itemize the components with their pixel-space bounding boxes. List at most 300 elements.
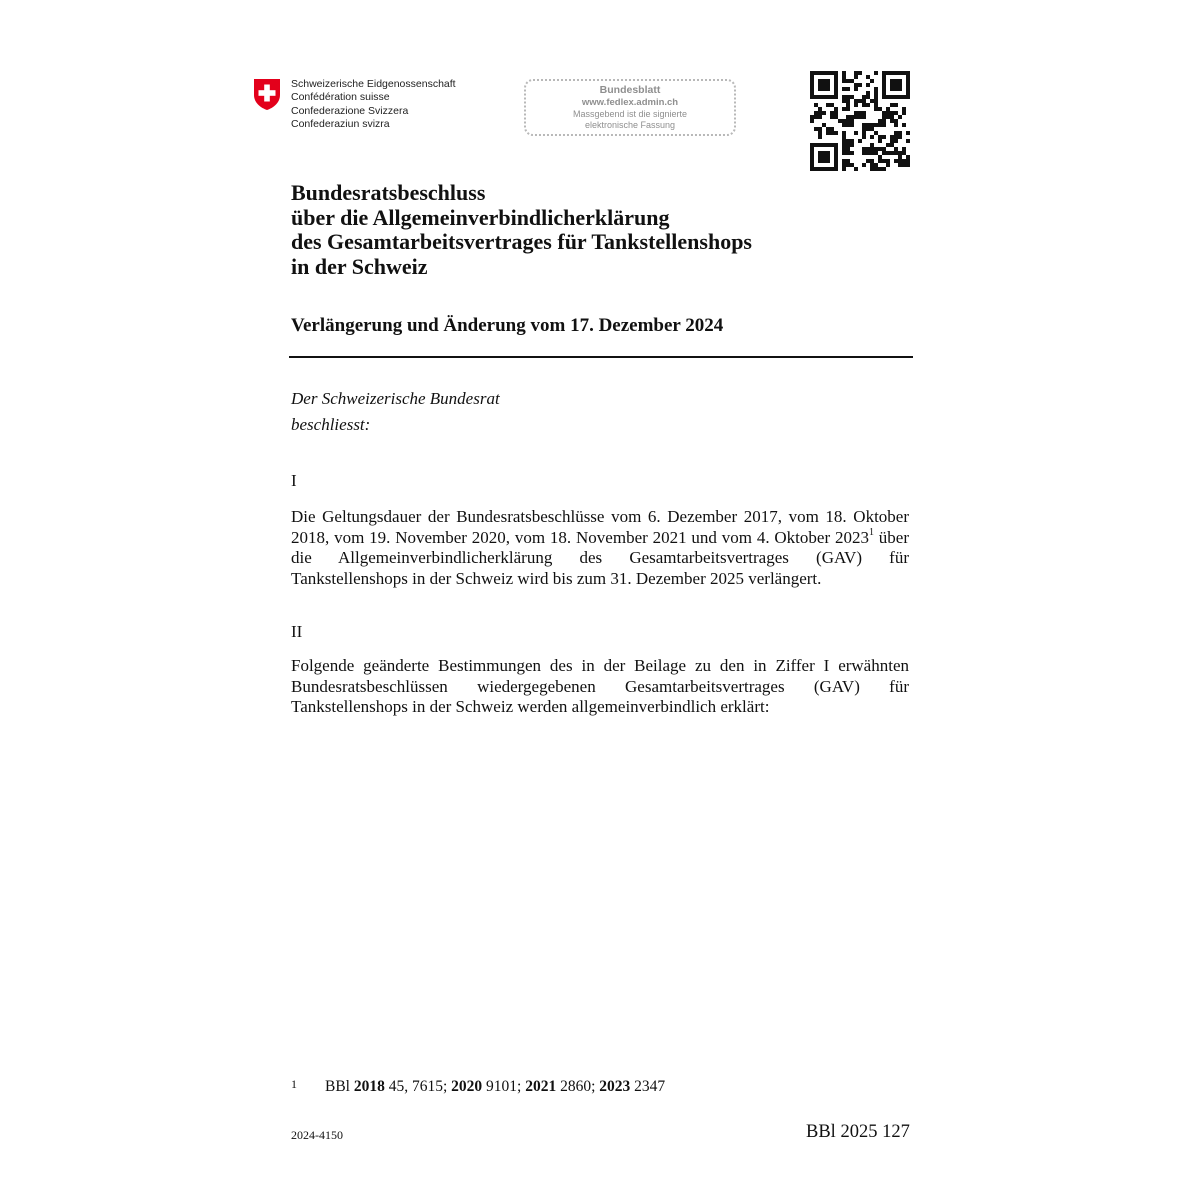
title-line-3: des Gesamtarbeitsvertrages für Tankstellenshops (291, 229, 752, 254)
qr-module (882, 91, 886, 95)
qr-module (898, 79, 902, 83)
qr-module (866, 103, 870, 107)
qr-module (842, 139, 846, 143)
qr-module (818, 115, 822, 119)
qr-module (834, 83, 838, 87)
qr-module (822, 95, 826, 99)
stamp-note-line1: Massgebend ist die signierte (572, 109, 688, 119)
qr-module (874, 163, 878, 167)
qr-module (818, 167, 822, 171)
qr-module (830, 167, 834, 171)
qr-module (906, 71, 910, 75)
qr-module (894, 135, 898, 139)
swiss-cross-icon (252, 78, 282, 111)
qr-module (830, 111, 834, 115)
qr-module (854, 75, 858, 79)
qr-module (874, 91, 878, 95)
qr-module (858, 83, 862, 87)
section-number-ii: II (291, 622, 303, 641)
qr-module (846, 123, 850, 127)
qr-module (854, 131, 858, 135)
qr-module (862, 151, 866, 155)
qr-module (846, 147, 850, 151)
qr-module (850, 143, 854, 147)
qr-module (858, 99, 862, 103)
qr-module (898, 131, 902, 135)
qr-module (866, 123, 870, 127)
qr-module (830, 131, 834, 135)
qr-module (826, 151, 830, 155)
qr-module (878, 167, 882, 171)
qr-module (846, 159, 850, 163)
qr-module (826, 71, 830, 75)
footnote-year-2020: 2020 (451, 1078, 483, 1095)
section-ii-paragraph: Folgende geänderte Bestimmungen des in der Beilage zu den in Ziffer I erwähnten Bundesratsbeschlüssen wiedergegebenen Gesamtarbeitsvertrages (GAV) für Tankstellenshops in der Schweiz werden allgemeinverbindlich erklärt: (291, 656, 909, 716)
qr-module (850, 119, 854, 123)
qr-module (842, 135, 846, 139)
qr-module (814, 143, 818, 147)
qr-module (830, 115, 834, 119)
qr-module (870, 99, 874, 103)
qr-module (834, 163, 838, 167)
qr-module (842, 159, 846, 163)
qr-module (874, 167, 878, 171)
qr-module (842, 143, 846, 147)
stamp-note-line2: elektronische Fassung (584, 120, 676, 130)
qr-module (810, 151, 814, 155)
qr-module (890, 71, 894, 75)
qr-module (898, 151, 902, 155)
qr-module (862, 115, 866, 119)
qr-module (894, 159, 898, 163)
qr-module (810, 119, 814, 123)
qr-module (810, 163, 814, 167)
qr-module (866, 83, 870, 87)
qr-module (890, 111, 894, 115)
qr-module (870, 135, 874, 139)
qr-module (890, 95, 894, 99)
qr-module (818, 83, 822, 87)
qr-code-icon (810, 71, 910, 171)
qr-module (878, 123, 882, 127)
confederation-line-de: Schweizerische Eidgenossenschaft (291, 78, 456, 90)
qr-module (882, 159, 886, 163)
qr-module (826, 143, 830, 147)
qr-module (846, 119, 850, 123)
qr-module (866, 95, 870, 99)
qr-module (894, 151, 898, 155)
qr-module (882, 123, 886, 127)
footnote-ref-2020: 9101; (482, 1078, 526, 1095)
qr-module (818, 143, 822, 147)
qr-module (878, 155, 882, 159)
qr-module (866, 91, 870, 95)
qr-module (850, 79, 854, 83)
qr-module (886, 151, 890, 155)
stamp-title: Bundesblatt (599, 84, 661, 96)
qr-module (814, 111, 818, 115)
qr-module (834, 111, 838, 115)
qr-module (890, 143, 894, 147)
qr-module (822, 87, 826, 91)
qr-module (882, 119, 886, 123)
document-number: 2024-4150 (291, 1128, 343, 1142)
footnote-ref-2023: 2347 (630, 1078, 666, 1095)
qr-module (834, 159, 838, 163)
qr-module (874, 147, 878, 151)
qr-module (818, 159, 822, 163)
qr-module (894, 95, 898, 99)
qr-module (810, 95, 814, 99)
qr-module (894, 147, 898, 151)
preamble-authority: Der Schweizerische Bundesrat (291, 389, 500, 408)
title-line-1: Bundesratsbeschluss (291, 180, 486, 205)
qr-module (846, 87, 850, 91)
qr-module (818, 111, 822, 115)
qr-module (898, 163, 902, 167)
qr-module (842, 87, 846, 91)
footnote-year-2023: 2023 (599, 1078, 631, 1095)
qr-module (810, 71, 814, 75)
qr-module (874, 151, 878, 155)
qr-module (882, 147, 886, 151)
qr-module (830, 127, 834, 131)
qr-module (882, 75, 886, 79)
qr-module (906, 87, 910, 91)
qr-module (882, 151, 886, 155)
qr-module (894, 139, 898, 143)
qr-module (882, 87, 886, 91)
qr-module (842, 147, 846, 151)
qr-module (822, 83, 826, 87)
qr-module (814, 127, 818, 131)
qr-module (906, 75, 910, 79)
qr-module (890, 103, 894, 107)
qr-module (846, 143, 850, 147)
qr-module (894, 83, 898, 87)
qr-module (886, 115, 890, 119)
qr-module (814, 167, 818, 171)
qr-module (870, 147, 874, 151)
qr-module (810, 115, 814, 119)
qr-module (894, 111, 898, 115)
qr-module (862, 95, 866, 99)
qr-module (826, 95, 830, 99)
confederation-line-fr: Confédération suisse (291, 91, 390, 104)
qr-module (906, 163, 910, 167)
qr-module (898, 71, 902, 75)
qr-module (846, 151, 850, 155)
qr-module (882, 95, 886, 99)
qr-module (898, 135, 902, 139)
qr-module (850, 163, 854, 167)
qr-module (854, 87, 858, 91)
qr-module (842, 119, 846, 123)
qr-module (834, 91, 838, 95)
qr-module (850, 151, 854, 155)
qr-module (898, 115, 902, 119)
qr-module (854, 99, 858, 103)
qr-module (898, 83, 902, 87)
qr-module (902, 159, 906, 163)
qr-module (822, 151, 826, 155)
qr-module (886, 111, 890, 115)
qr-module (898, 155, 902, 159)
qr-module (886, 71, 890, 75)
qr-module (902, 107, 906, 111)
qr-module (810, 83, 814, 87)
qr-module (834, 71, 838, 75)
qr-module (834, 131, 838, 135)
qr-module (902, 163, 906, 167)
qr-module (850, 123, 854, 127)
qr-module (882, 79, 886, 83)
qr-module (814, 115, 818, 119)
qr-module (894, 123, 898, 127)
qr-module (822, 123, 826, 127)
footnote-text (325, 1078, 665, 1096)
qr-module (854, 83, 858, 87)
qr-module (810, 87, 814, 91)
qr-module (854, 167, 858, 171)
qr-module (822, 71, 826, 75)
qr-module (882, 167, 886, 171)
page-reference: BBl 2025 127 (806, 1122, 910, 1142)
title-line-4: in der Schweiz (291, 253, 428, 279)
qr-module (890, 79, 894, 83)
qr-module (906, 91, 910, 95)
qr-module (842, 123, 846, 127)
qr-module (834, 167, 838, 171)
qr-module (810, 167, 814, 171)
qr-module (890, 139, 894, 143)
qr-module (842, 75, 846, 79)
qr-module (814, 103, 818, 107)
qr-module (870, 163, 874, 167)
qr-module (870, 127, 874, 131)
document-subtitle: Verlängerung und Änderung vom 17. Dezember 2024 (291, 315, 724, 336)
qr-module (886, 143, 890, 147)
qr-module (814, 71, 818, 75)
qr-module (826, 159, 830, 163)
qr-module (846, 103, 850, 107)
qr-module (874, 123, 878, 127)
qr-module (870, 167, 874, 171)
qr-module (818, 151, 822, 155)
qr-module (862, 111, 866, 115)
qr-module (906, 139, 910, 143)
qr-module (890, 83, 894, 87)
qr-module (822, 155, 826, 159)
qr-module (826, 131, 830, 135)
qr-module (846, 139, 850, 143)
qr-module (862, 99, 866, 103)
qr-module (870, 159, 874, 163)
qr-module (878, 119, 882, 123)
footnote-reference[interactable]: 1 (868, 526, 874, 538)
qr-module (858, 139, 862, 143)
qr-module (830, 71, 834, 75)
qr-module (834, 147, 838, 151)
footnote-prefix: BBl (325, 1078, 354, 1095)
qr-module (870, 151, 874, 155)
section-i-text-after: über die Allgemeinverbindlicherklärung des Gesamtarbeitsvertrages (GAV) für Tankstellenshops in der Schweiz wird bis zum 31. Dezember 2025 verlängert. (291, 527, 909, 588)
qr-module (842, 95, 846, 99)
qr-module (902, 95, 906, 99)
qr-module (834, 115, 838, 119)
stamp-url[interactable]: www.fedlex.admin.ch (581, 97, 679, 108)
qr-module (874, 107, 878, 111)
qr-module (882, 115, 886, 119)
qr-module (894, 119, 898, 123)
qr-module (870, 123, 874, 127)
qr-module (826, 103, 830, 107)
confederation-line-rm: Confederaziun svizra (291, 118, 390, 131)
qr-module (846, 115, 850, 119)
qr-module (882, 111, 886, 115)
qr-module (822, 159, 826, 163)
qr-module (854, 71, 858, 75)
qr-module (906, 83, 910, 87)
qr-module (862, 163, 866, 167)
qr-module (906, 95, 910, 99)
qr-module (894, 79, 898, 83)
qr-module (898, 87, 902, 91)
title-line-2: über die Allgemeinverbindlicherklärung (291, 204, 670, 230)
qr-module (818, 87, 822, 91)
qr-module (854, 111, 858, 115)
qr-module (834, 75, 838, 79)
qr-module (822, 143, 826, 147)
qr-module (866, 127, 870, 131)
qr-module (858, 111, 862, 115)
qr-module (886, 95, 890, 99)
qr-module (818, 155, 822, 159)
qr-module (902, 147, 906, 151)
qr-module (818, 131, 822, 135)
qr-module (894, 71, 898, 75)
section-i-text-before: Die Geltungsdauer der Bundesratsbeschlüsse vom 6. Dezember 2017, vom 18. Oktober 2018, vom 19. November 2020, vom 18. November 2021 und vom 4. Oktober 2023 (291, 507, 909, 547)
qr-module (834, 79, 838, 83)
qr-module (858, 115, 862, 119)
preamble (291, 386, 500, 438)
qr-module (854, 103, 858, 107)
footnote-number: 1 (291, 1077, 297, 1091)
qr-module (874, 87, 878, 91)
qr-module (890, 87, 894, 91)
qr-module (818, 135, 822, 139)
qr-module (862, 127, 866, 131)
qr-module (866, 147, 870, 151)
qr-module (906, 131, 910, 135)
qr-module (842, 167, 846, 171)
qr-module (842, 131, 846, 135)
qr-module (862, 123, 866, 127)
qr-module (810, 143, 814, 147)
qr-module (862, 135, 866, 139)
qr-module (890, 115, 894, 119)
qr-module (898, 95, 902, 99)
qr-module (826, 155, 830, 159)
qr-module (898, 159, 902, 163)
qr-module (850, 95, 854, 99)
qr-module (878, 139, 882, 143)
qr-module (818, 127, 822, 131)
qr-module (866, 151, 870, 155)
qr-module (874, 71, 878, 75)
qr-module (858, 71, 862, 75)
qr-module (874, 99, 878, 103)
qr-module (842, 99, 846, 103)
qr-module (818, 95, 822, 99)
qr-module (826, 79, 830, 83)
qr-module (866, 75, 870, 79)
qr-module (838, 119, 842, 123)
confederation-line-it: Confederazione Svizzera (291, 104, 409, 117)
qr-module (874, 131, 878, 135)
qr-module (842, 107, 846, 111)
qr-module (834, 87, 838, 91)
qr-module (890, 135, 894, 139)
qr-module (854, 115, 858, 119)
section-i-paragraph (291, 507, 909, 589)
qr-module (834, 151, 838, 155)
qr-module (882, 135, 886, 139)
qr-module (894, 87, 898, 91)
qr-module (894, 103, 898, 107)
qr-module (906, 155, 910, 159)
qr-module (862, 147, 866, 151)
qr-module (886, 159, 890, 163)
footnote-year-2021: 2021 (525, 1078, 557, 1095)
qr-module (846, 107, 850, 111)
qr-module (826, 83, 830, 87)
qr-module (902, 123, 906, 127)
qr-module (842, 151, 846, 155)
qr-module (902, 111, 906, 115)
qr-module (810, 155, 814, 159)
qr-module (826, 127, 830, 131)
qr-module (842, 79, 846, 83)
qr-module (830, 143, 834, 147)
qr-module (850, 115, 854, 119)
footnote-year-2018: 2018 (353, 1078, 385, 1095)
qr-module (830, 103, 834, 107)
qr-module (878, 135, 882, 139)
qr-module (878, 107, 882, 111)
qr-module (874, 103, 878, 107)
qr-module (886, 107, 890, 111)
bundesblatt-stamp (524, 79, 736, 136)
qr-module (878, 159, 882, 163)
qr-module (810, 79, 814, 83)
qr-module (886, 163, 890, 167)
confederation-names (291, 78, 456, 132)
qr-module (810, 75, 814, 79)
qr-module (818, 107, 822, 111)
qr-module (834, 107, 838, 111)
qr-module (818, 71, 822, 75)
qr-module (846, 99, 850, 103)
qr-module (906, 79, 910, 83)
qr-module (810, 91, 814, 95)
qr-module (850, 139, 854, 143)
title-divider (289, 356, 913, 358)
footnote-ref-2018: 45, 7615; (384, 1078, 452, 1095)
qr-module (842, 163, 846, 167)
qr-module (890, 151, 894, 155)
qr-module (834, 143, 838, 147)
